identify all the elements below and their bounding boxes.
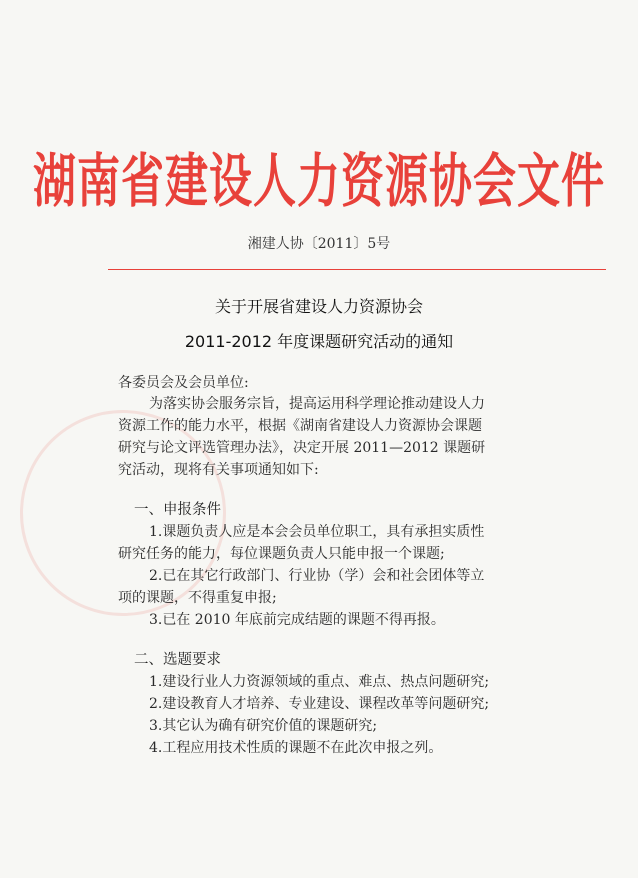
- salutation: 各委员会及会员单位:: [118, 375, 249, 391]
- intro-line-1: 为落实协会服务宗旨，提高运用科学理论推动建设人力: [149, 396, 485, 412]
- intro-line-3: 研究与论文评选管理办法》，决定开展 2011—2012 课题研: [118, 440, 486, 456]
- section2-line-3: 3.其它认为确有研究价值的课题研究;: [149, 718, 378, 734]
- section2-line-2: 2.建设教育人才培养、专业建设、课程改革等问题研究;: [149, 696, 490, 712]
- section2-line-4: 4.工程应用技术性质的课题不在此次申报之列。: [149, 740, 443, 756]
- header-divider: [108, 269, 606, 270]
- notice-title-line1: 关于开展省建设人力资源协会: [214, 297, 423, 316]
- org-header-title: 湖南省建设人力资源协会文件: [33, 148, 605, 216]
- section2-heading: 二、选题要求: [134, 652, 221, 668]
- section1-line-5: 3.已在 2010 年底前完成结题的课题不得再报。: [149, 612, 445, 628]
- document-number: 湘建人协〔2011〕5号: [247, 236, 391, 252]
- intro-line-2: 资源工作的能力水平，根据《湖南省建设人力资源协会课题: [118, 418, 482, 434]
- section1-line-2: 研究任务的能力，每位课题负责人只能申报一个课题;: [118, 546, 445, 562]
- section1-heading: 一、申报条件: [134, 502, 221, 518]
- section2-line-1: 1.建设行业人力资源领域的重点、难点、热点问题研究;: [149, 674, 490, 690]
- intro-line-4: 究活动，现将有关事项通知如下:: [118, 462, 319, 478]
- notice-title-line2: 2011-2012 年度课题研究活动的通知: [184, 332, 454, 351]
- section1-line-1: 1.课题负责人应是本会会员单位职工，具有承担实质性: [149, 524, 485, 540]
- section1-line-3: 2.已在其它行政部门、行业协（学）会和社会团体等立: [149, 568, 485, 584]
- section1-line-4: 项的课题，不得重复申报;: [118, 590, 277, 606]
